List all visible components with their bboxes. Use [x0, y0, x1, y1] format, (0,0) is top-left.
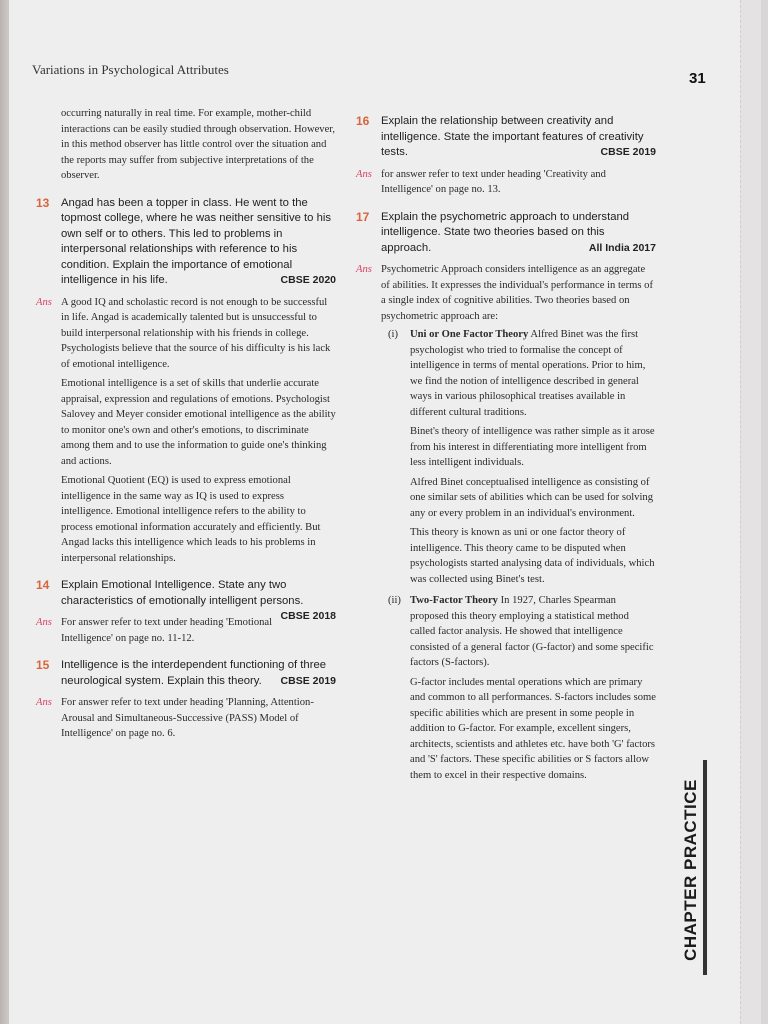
theory-ii: [356, 593, 656, 671]
answer-paragraph: for answer refer to text under heading 'Creativity and Intelligence' on page no. 13.: [381, 168, 606, 195]
list-marker: (ii): [388, 595, 401, 606]
right-column: [356, 114, 656, 783]
answer-paragraph: Emotional intelligence is a set of skills that underlie accurate appraisal, expression and regulations of emotions. Psychologist Salovey and Meyer consider emotional intelligence as the ability to monitor one's own and other's emotions, to discriminate among them and to use the information to guide one's thinking and actions.: [61, 378, 336, 467]
question-text: Explain the relationship between creativity and intelligence. State the important features of creativity tests.: [381, 115, 644, 158]
answer-paragraph: For answer refer to text under heading 'Planning, Attention-Arousal and Simultaneous-Successive (PASS) Model of Intelligence' on page no. 6.: [61, 697, 314, 739]
answer-paragraph: For answer refer to text under heading 'Emotional Intelligence' on page no. 11-12.: [61, 617, 273, 644]
answer-label: Ans: [356, 264, 372, 275]
answer-label: Ans: [356, 168, 372, 180]
question-source: CBSE 2019: [280, 674, 336, 687]
question-text: Angad has been a topper in class. He went to the topmost college, where he was neither sensitive to his own self or to others. This led to problems in interpersonal relationships with reference to his condition. Explain the importance of emotional intelligence in his life.: [61, 196, 332, 286]
chapter-practice-tab: [680, 770, 702, 970]
answer-17: [356, 262, 656, 324]
intro-text: occurring naturally in real time. For example, mother-child interactions can be easily studied through observation. However, in this method observer has little control over the situation and the reports may suffer from subjective interpretations of the observer.: [61, 108, 336, 181]
answer-paragraph: Psychometric Approach considers intelligence as an aggregate of abilities. It expresses the individual's performance in terms of a single index of cognitive abilities. Two theories based on psychometric approach are:: [381, 264, 653, 322]
answer-15: [36, 695, 336, 742]
question-text: Explain Emotional Intelligence. State any two characteristics of emotionally intelligent persons.: [61, 579, 304, 607]
theory-heading: Uni or One Factor Theory: [410, 329, 529, 340]
question-text: Intelligence is the interdependent functioning of three neurological system. Explain this theory.: [61, 659, 327, 687]
question-source: CBSE 2018: [280, 610, 336, 622]
question-15: [36, 658, 336, 689]
theory-paragraph: Binet's theory of intelligence was rather simple as it arose from his interest in differentiating more intelligent from less intelligent individuals.: [410, 426, 655, 468]
question-source: CBSE 2020: [280, 274, 336, 286]
question-number: 17: [356, 209, 370, 224]
page-edge-strip: [740, 0, 761, 1024]
answer-13: [36, 295, 336, 567]
theory-paragraph: In 1927, Charles Spearman proposed this theory employing a statistical method called factor analysis. He showed that intelligence consisted of a general factor (G-factor) and some specific factors (S-factors).: [410, 595, 654, 668]
left-column: [36, 106, 336, 742]
answer-label: Ans: [36, 296, 52, 308]
answer-16: [356, 167, 656, 198]
theory-i: [356, 327, 656, 420]
question-17: [356, 210, 656, 257]
question-number: 16: [356, 114, 370, 128]
chapter-practice-label: CHAPTER PRACTICE: [681, 779, 701, 961]
intro-paragraph: [36, 106, 336, 184]
theory-heading: Two-Factor Theory: [410, 595, 498, 606]
answer-paragraph: A good IQ and scholastic record is not enough to be successful in life. Angad is academically talented but is unsuccessful to build interpersonal relationship with his friends in college. Psychologists believe that the source of his difficulty is his lack of emotional intelligence.: [61, 296, 331, 370]
page-number: 31: [689, 70, 706, 87]
question-number: 14: [36, 578, 50, 592]
list-marker: (i): [388, 329, 398, 340]
theory-paragraph: Alfred Binet conceptualised intelligence as consisting of one similar sets of abilities which can be used for solving any or every problem in an individual's environment.: [410, 476, 654, 519]
answer-label: Ans: [36, 617, 52, 628]
question-text: Explain the psychometric approach to understand intelligence. State two theories based on this approach.: [381, 210, 630, 254]
theory-paragraph: G-factor includes mental operations which are primary and common to all performances. S-factors includes some specific abilities which are present in some people in addition to G-factor. For example, excellent singers, architects, scientists and athletes etc. have both 'G' factors and 'S' factors. These specific abilities or S factors allow them to excel in their respective domains.: [410, 676, 656, 781]
question-16: [356, 114, 656, 161]
running-header: Variations in Psychological Attributes: [32, 62, 229, 77]
question-13: [36, 196, 336, 289]
answer-label: Ans: [36, 697, 52, 708]
question-number: 15: [36, 658, 50, 672]
theory-paragraph: Alfred Binet was the first psychologist who tried to formalise the concept of intelligence in terms of mental operations. Prior to him, we find the notion of intelligence described in general ways in various philosophical treatises available in different cultural traditions.: [410, 329, 646, 418]
theory-paragraph: This theory is known as uni or one factor theory of intelligence. This theory came to be disputed when psychologists started analysing data of individuals, which was collected using Binet's test.: [410, 527, 655, 585]
question-source: CBSE 2019: [600, 146, 656, 158]
chapter-tab-bar: [703, 760, 707, 975]
answer-paragraph: Emotional Quotient (EQ) is used to express emotional intelligence in the same way as IQ is used to express intelligence. Emotional intelligence refers to the ability to process emotional information accurately and efficiently. But Angad lacks this intelligence which leads to his problems in interpersonal relationships.: [61, 475, 321, 564]
answer-14: [36, 615, 336, 646]
question-14: [36, 578, 336, 622]
question-number: 13: [36, 195, 50, 210]
question-source: All India 2017: [588, 241, 656, 254]
